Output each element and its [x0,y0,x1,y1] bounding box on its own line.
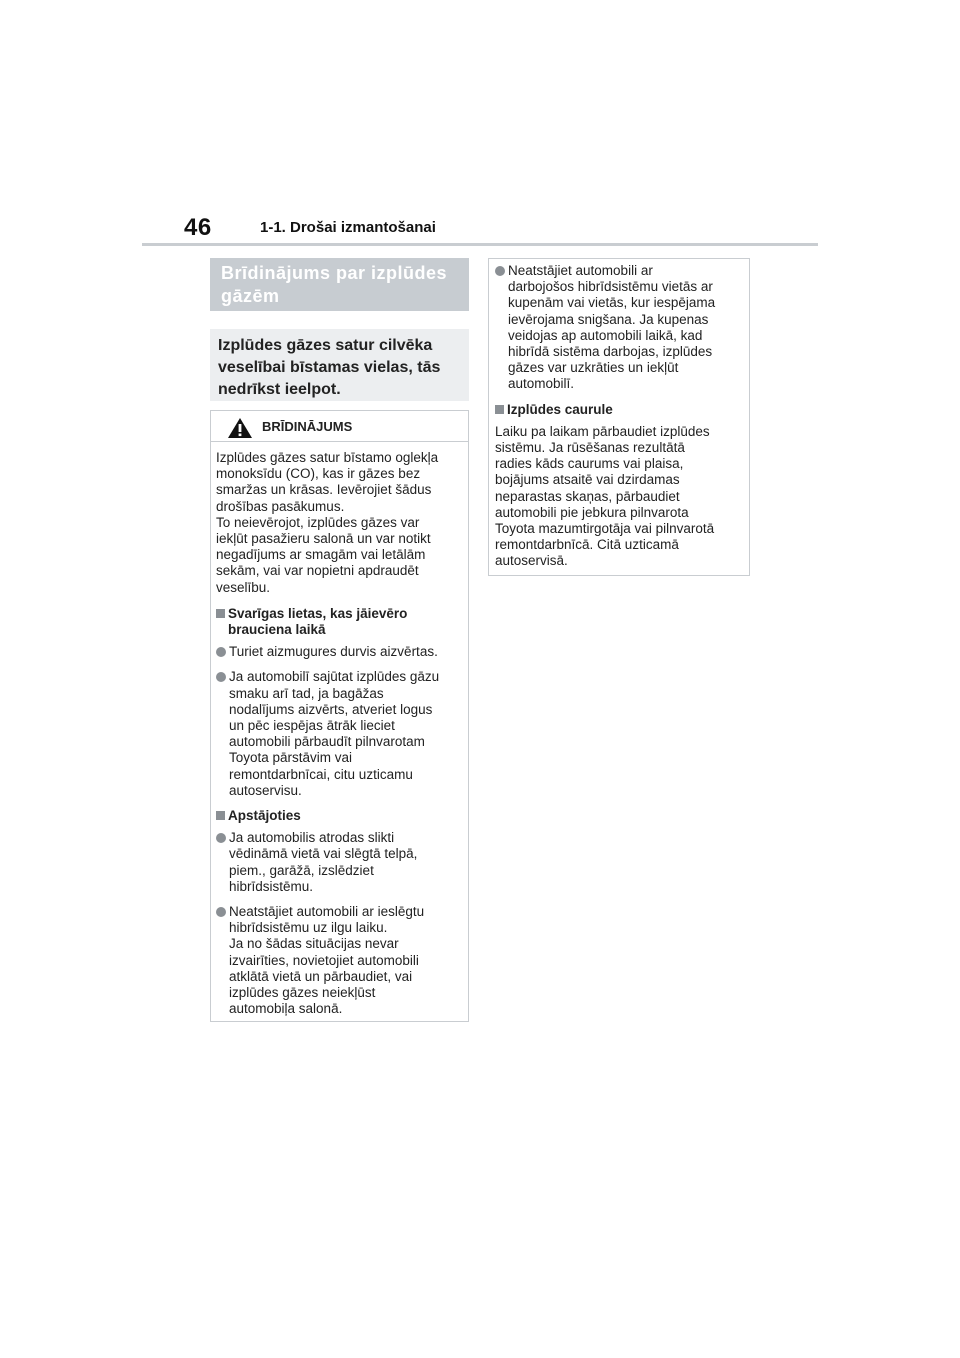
subheading-stopping [216,808,462,824]
warning-header [211,411,468,442]
bullet-item [216,904,462,1017]
lead-line: nedrīkst ieelpot. [218,381,341,398]
left-column [210,258,469,1022]
circle-bullet-icon [216,647,226,657]
text-line: piem., garāžā, izslēdziet [229,862,374,878]
text-line: smaržas un krāsas. Ievērojiet šādus [216,482,432,498]
exhaust-paragraph [495,424,743,570]
text-line: un pēc iespējas ātrāk lieciet [229,718,395,734]
text-line: smaku arī tad, ja bagāžas [229,685,384,701]
circle-bullet-icon [216,672,226,682]
text-line: Ja automobilī sajūtat izplūdes gāzu [229,669,440,685]
text-line: Toyota pārstāvim vai [229,750,353,766]
page-number: 46 [184,214,212,241]
bullet-item [216,830,462,895]
right-column [488,258,750,576]
text-line: automobili pārbaudīt pilnvarotam [229,734,425,750]
warning-body [211,442,468,1018]
lead-statement [210,329,469,401]
text-line: autoservisā. [495,553,568,569]
bullet-item [216,669,462,799]
text-line: izvairīties, novietojiet automobili [229,952,419,968]
text-line: iekļūt pasažieru salonā un var notikt [216,531,431,547]
circle-bullet-icon [216,907,226,917]
text-line: bojājums atsaitē vai dzirdamas [495,472,680,488]
text-line: remontdarbnīcai, citu uzticamu [229,766,413,782]
text-line: brauciena laikā [228,622,326,638]
warning-triangle-icon [227,417,253,439]
text-line: vēdināmā vietā vai slēgtā telpā, [229,846,418,862]
text-line: Svarīgas lietas, kas jāievēro [228,605,408,621]
text-line: atklātā vietā un pārbaudiet, vai [229,968,413,984]
circle-bullet-icon [495,266,505,276]
bullet-item [495,263,743,393]
text-line: Laiku pa laikam pārbaudiet izplūdes [495,423,710,439]
text-line: veidojas ap automobili laikā, kad [508,327,703,343]
text-line: autoservisu. [229,782,302,798]
text-line: hibrīdsistēmu uz ilgu laiku. [229,920,388,936]
text-line: drošības pasākumus. [216,498,345,514]
text-line: automobili pie jebkura pilnvarota [495,504,689,520]
text-line: monoksīdu (CO), kas ir gāzes bez [216,466,421,482]
text-line: izplūdes gāzes neiekļūst [229,985,376,1001]
lead-line: Izplūdes gāzes satur cilvēka [218,337,433,354]
text-line: nodalījums aizvērts, atveriet logus [229,701,433,717]
text-line: veselību. [216,579,271,595]
circle-bullet-icon [216,833,226,843]
heading-line: gāzēm [221,286,280,306]
text-line: Neatstājiet automobili ar [508,263,653,278]
square-bullet-icon [495,405,504,414]
text-line: kupenām vai vietās, kur iespējama [508,295,716,311]
warning-label: BRĪDINĀJUMS [262,419,353,434]
continued-warning-box [488,258,750,576]
warning-intro [216,450,462,596]
text-line: Apstājoties [228,808,301,824]
text-line: sekām, vai var nopietni apdraudēt [216,563,419,579]
square-bullet-icon [216,609,225,618]
text-line: Turiet aizmugures durvis aizvērtas. [229,644,438,660]
text-line: sistēmu. Ja rūsēšanas rezultātā [495,440,685,456]
text-line: Izplūdes caurule [507,401,613,417]
text-line: ievērojama snigšana. Ja kupenas [508,311,709,327]
subheading-exhaust-pipe [495,402,743,418]
text-line: negadījums ar smagām vai letālām [216,547,426,563]
text-line: hibrīdā sistēma darbojas, izplūdes [508,344,713,360]
text-line: To neievērojot, izplūdes gāzes var [216,514,420,530]
text-line: radies kāds caurums vai plaisa, [495,456,684,472]
warning-box [210,410,469,1022]
text-line: Neatstājiet automobili ar ieslēgtu [229,904,425,920]
text-line: automobilī. [508,376,575,392]
section-title: 1-1. Drošai izmantošanai [260,219,436,236]
section-heading [210,258,469,311]
text-line: gāzes var uzkrāties un iekļūt [508,360,679,376]
text-line: neparastas skaņas, pārbaudiet [495,488,680,504]
heading-line: Brīdinājums par izplūdes [221,263,448,283]
subheading-driving [216,606,462,638]
lead-line: veselībai bīstamas vielas, tās [218,359,441,376]
text-line: automobiļa salonā. [229,1001,343,1017]
square-bullet-icon [216,811,225,820]
text-line: remontdarbnīcā. Citā uzticamā [495,537,679,553]
text-line: Toyota mazumtirgotāja vai pilnvarotā [495,521,715,537]
bullet-item [216,644,462,660]
text-line: Ja automobilis atrodas slikti [229,830,395,846]
text-line: Izplūdes gāzes satur bīstamo oglekļa [216,450,439,465]
text-line: darbojošos hibrīdsistēmu vietās ar [508,279,713,295]
text-line: hibrīdsistēmu. [229,878,314,894]
header-rule [142,243,818,246]
text-line: Ja no šādas situācijas nevar [229,936,399,952]
